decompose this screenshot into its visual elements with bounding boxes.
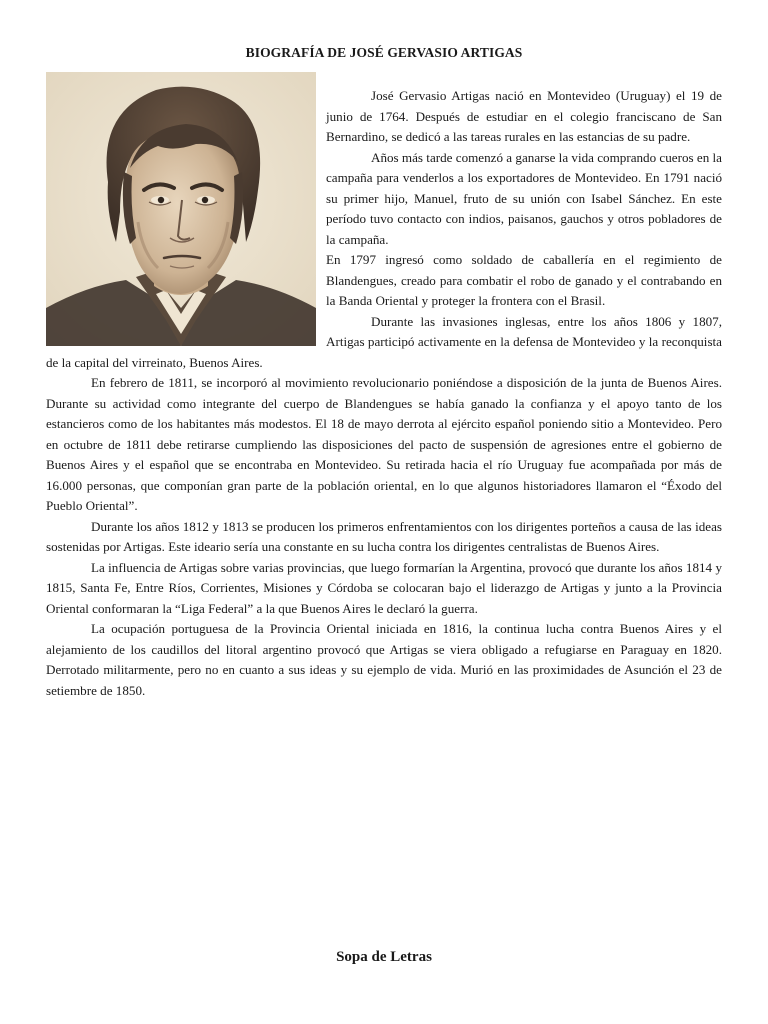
paragraph-exile: La ocupación portuguesa de la Provincia Oriental iniciada en 1816, la continua lucha contra Buenos Aires y el alejamiento de los caudillos del litoral argentino provocó que Artigas se viera obligado a refugiarse en Paraguay en 1820. Derrotado militarmente, pero no en cuanto a sus ideas y su ejemplo de vida. Murió en las proximidades de Asunción el 23 de setiembre de 1850. [46,621,722,698]
paragraph-english-invasions: Durante las invasiones inglesas, entre los años 1806 y 1807, Artigas participó activamente en la defensa de Montevideo y la reconquista de la capital del virreinato, Buenos Aires. [46,313,722,370]
paragraph-liga-federal: La influencia de Artigas sobre varias provincias, que luego formarían la Argentina, provocó que durante los años 1814 y 1815, Santa Fe, Entre Ríos, Corrientes, Misiones y Córdoba se colocaran bajo el liderazgo de Artigas y junto a la Provincia Oriental conformaran la “Liga Federal” a la que Buenos Aires le declaró la guerra. [46,559,722,616]
biography-text [46,86,722,701]
page-title: BIOGRAFÍA DE JOSÉ GERVASIO ARTIGAS [245,45,523,60]
section-subtitle: Sopa de Letras [336,949,432,965]
paragraph-revolution: En febrero de 1811, se incorporó al movimiento revolucionario poniéndose a disposición de la junta de Buenos Aires. Durante su actividad como integrante del cuerpo de Blandengues se había ganado la confianza y el apoyo tanto de los estancieros como de los habitantes más modestos. El 18 de mayo derrota al ejército español poniendo sitio a Montevideo. Pero en octubre de 1811 debe retirarse cumpliendo las disposiciones del pacto de suspensión de agresiones entre el gobierno de Buenos Aires y el español que se encontraba en Montevideo. Su retirada hacia el río Uruguay fue acompañada por más de 16.000 personas, que componían gran parte de la población oriental, en lo que algunos historiadores llamaron el “Éxodo del Pueblo Oriental”. [46,375,722,513]
paragraph-blandengues: En 1797 ingresó como soldado de caballería en el regimiento de Blandengues, creado para combatir el robo de ganado y el contrabando en la Banda Oriental y proteger la frontera con el Brasil. [326,252,722,308]
paragraph-conflicts: Durante los años 1812 y 1813 se producen los primeros enfrentamientos con los dirigentes porteños a causa de las ideas sostenidas por Artigas. Este ideario sería una constante en su lucha contra los dirigentes centralistas de Buenos Aires. [46,518,722,554]
portrait-spacer [46,86,326,348]
paragraph-birth: José Gervasio Artigas nació en Montevideo (Uruguay) el 19 de junio de 1764. Después de estudiar en el colegio franciscano de San Bernardino, se dedicó a las tareas rurales en las estancias de su padre. [326,88,722,144]
paragraph-early-life: Años más tarde comenzó a ganarse la vida comprando cueros en la campaña para venderlos a los exportadores de Montevideo. En 1791 nació su primer hijo, Manuel, fruto de su unión con Isabel Sánchez. En este período tuvo contacto con indios, paisanos, gauchos y otros pobladores de la campaña. [326,149,722,247]
